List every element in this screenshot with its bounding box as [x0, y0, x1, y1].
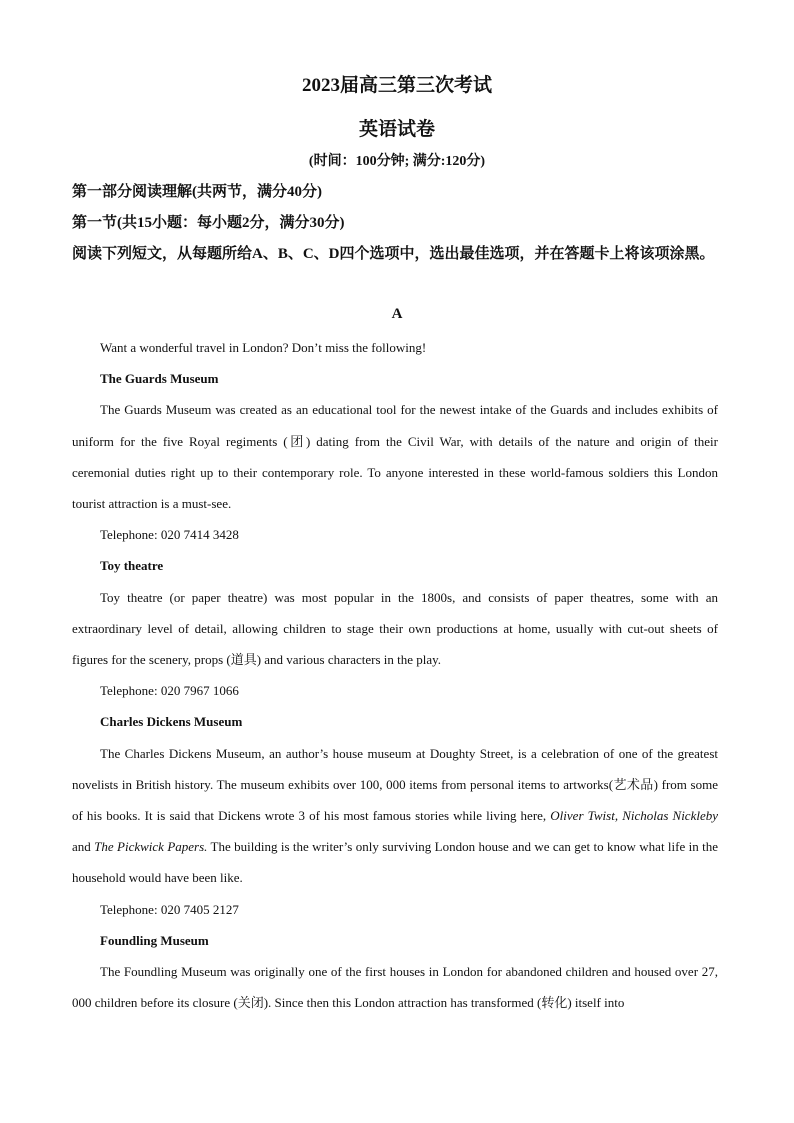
toy-text: Toy theatre (or paper theatre) was most popular in the 1800s, and consists of paper theatres, some with an extraordinary level of detail, allowing children to stage their own productions at home, usually with cut-out sheets of figures for the scenery, props (道具) and various characters in the play. — [72, 589, 718, 668]
exam-title: 2023届高三第三次考试 — [301, 75, 492, 96]
part-heading: 第一部分阅读理解(共两节，满分40分) — [72, 184, 322, 200]
guards-phone: Telephone: 020 7414 3428 — [100, 527, 239, 543]
section-heading: 第一节(共15小题：每小题2分，满分30分) — [72, 215, 345, 231]
dickens-book-2: The Pickwick Papers. — [94, 839, 208, 855]
foundling-heading: Foundling Museum — [100, 932, 209, 948]
foundling-text: The Foundling Museum was originally one of the first houses in London for abandoned children and housed over 27, 000 children before its closure (关闭). Since then this London attraction has transformed (转化) itself into — [72, 964, 718, 1011]
directions-text: 阅读下列短文，从每题所给A、B、C、D四个选项中，选出最佳选项，并在答题卡上将该项涂黑。 — [72, 246, 715, 262]
exam-meta: (时间：100分钟; 满分:120分) — [308, 154, 486, 169]
guards-text: The Guards Museum was created as an educational tool for the newest intake of the Guards and includes exhibits of uniform for the five Royal regiments (团) dating from the Civil War, with details of the nature and origin of their ceremonial duties right up to their contemporary role. To anyone interested in these world-famous soldiers this London tourist attraction is a must-see. — [72, 402, 718, 512]
dickens-book-1: Oliver Twist, Nicholas Nickleby — [550, 808, 718, 824]
exam-subtitle: 英语试卷 — [358, 119, 435, 140]
toy-phone: Telephone: 020 7967 1066 — [100, 683, 239, 699]
dickens-heading: Charles Dickens Museum — [100, 714, 243, 730]
dickens-text-b: The building is the writer’s only surviving London house and we can get to know what life in the household would have been like. — [72, 839, 718, 886]
passage-body — [72, 332, 718, 1018]
toy-heading: Toy theatre — [100, 558, 164, 574]
dickens-text-a: The Charles Dickens Museum, an author’s house museum at Doughty Street, is a celebration of one of the greatest novelists in British history. The museum exhibits over 100, 000 items from personal items to artworks(艺术品) from some of his books. It is said that Dickens wrote 3 of his most famous stories while living here, — [72, 745, 718, 824]
guards-heading: The Guards Museum — [100, 371, 219, 387]
passage-letter: A — [391, 306, 403, 322]
dickens-and: and — [72, 839, 95, 855]
passage-intro: Want a wonderful travel in London? Don’t miss the following! — [100, 340, 427, 355]
dickens-text — [72, 738, 718, 894]
dickens-phone: Telephone: 020 7405 2127 — [100, 901, 239, 917]
